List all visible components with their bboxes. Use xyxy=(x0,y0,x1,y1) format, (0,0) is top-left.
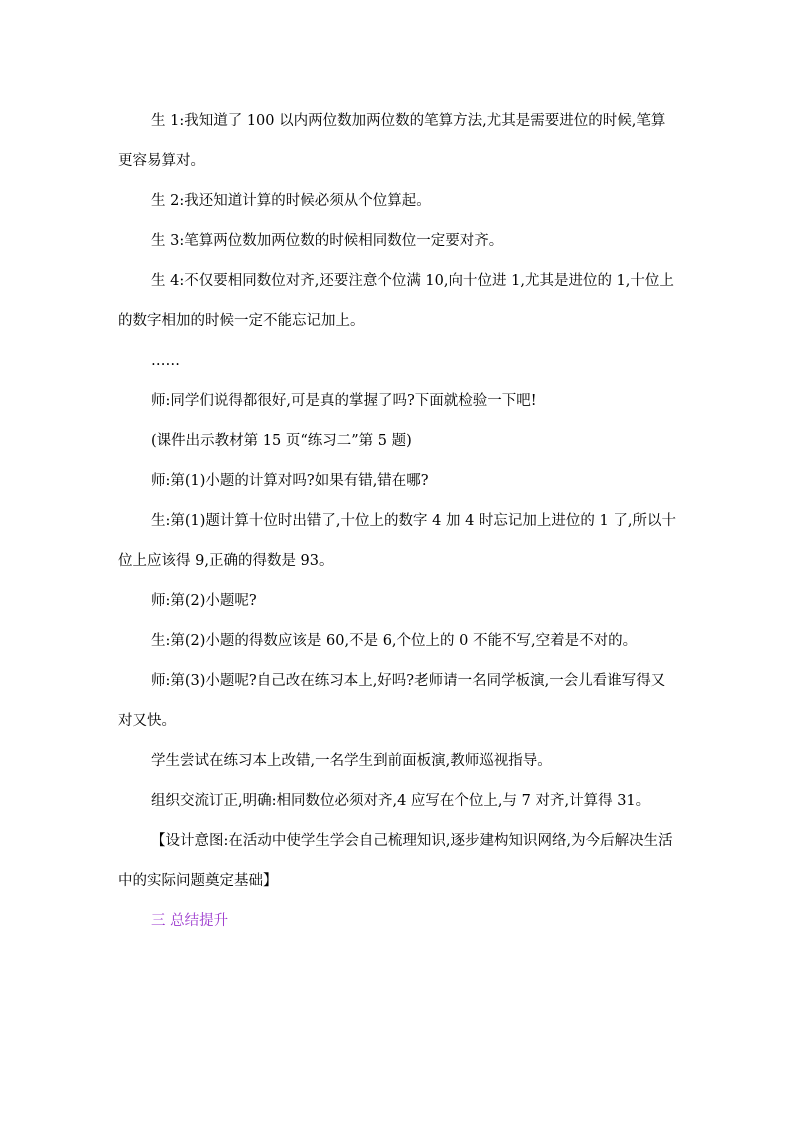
paragraph-design-intent: 【设计意图:在活动中使学生学会自己梳理知识,逐步建构知识网络,为今后解决生活中的实际问题奠定基础】 xyxy=(118,833,673,889)
paragraph-student-3: 生 3:笔算两位数加两位数的时候相同数位一定要对齐。 xyxy=(151,233,504,249)
paragraph-student-a1: 生:第(1)题计算十位时出错了,十位上的数字 4 加 4 时忘记加上进位的 1 了,所以十位上应该得 9,正确的得数是 93。 xyxy=(118,513,676,569)
paragraph-ellipsis: …… xyxy=(151,353,180,369)
paragraph-student-a2: 生:第(2)小题的得数应该是 60,不是 6,个位上的 0 不能不写,空着是不对的。 xyxy=(151,633,638,649)
paragraph-discussion: 组织交流订正,明确:相同数位必须对齐,4 应写在个位上,与 7 对齐,计算得 31。 xyxy=(151,793,651,809)
paragraph-student-4: 生 4:不仅要相同数位对齐,还要注意个位满 10,向十位进 1,尤其是进位的 1,十位上的数字相加的时候一定不能忘记加上。 xyxy=(118,273,674,329)
paragraph-student-2: 生 2:我还知道计算的时候必须从个位算起。 xyxy=(151,193,431,209)
paragraph-teacher-q3: 师:第(3)小题呢?自己改在练习本上,好吗?老师请一名同学板演,一会儿看谁写得又对又快。 xyxy=(118,673,666,729)
paragraph-teacher-q1: 师:第(1)小题的计算对吗?如果有错,错在哪? xyxy=(151,473,429,489)
paragraph-student-1: 生 1:我知道了 100 以内两位数加两位数的笔算方法,尤其是需要进位的时候,笔算更容易算对。 xyxy=(118,113,666,169)
paragraph-courseware-note: (课件出示教材第 15 页“练习二”第 5 题) xyxy=(151,433,412,449)
paragraph-student-correction: 学生尝试在练习本上改错,一名学生到前面板演,教师巡视指导。 xyxy=(151,753,552,769)
paragraph-teacher-q2: 师:第(2)小题呢? xyxy=(151,593,257,609)
paragraph-teacher-check: 师:同学们说得都很好,可是真的掌握了吗?下面就检验一下吧! xyxy=(151,393,537,409)
section-heading: 三 总结提升 xyxy=(151,913,229,929)
document-body xyxy=(118,101,678,941)
